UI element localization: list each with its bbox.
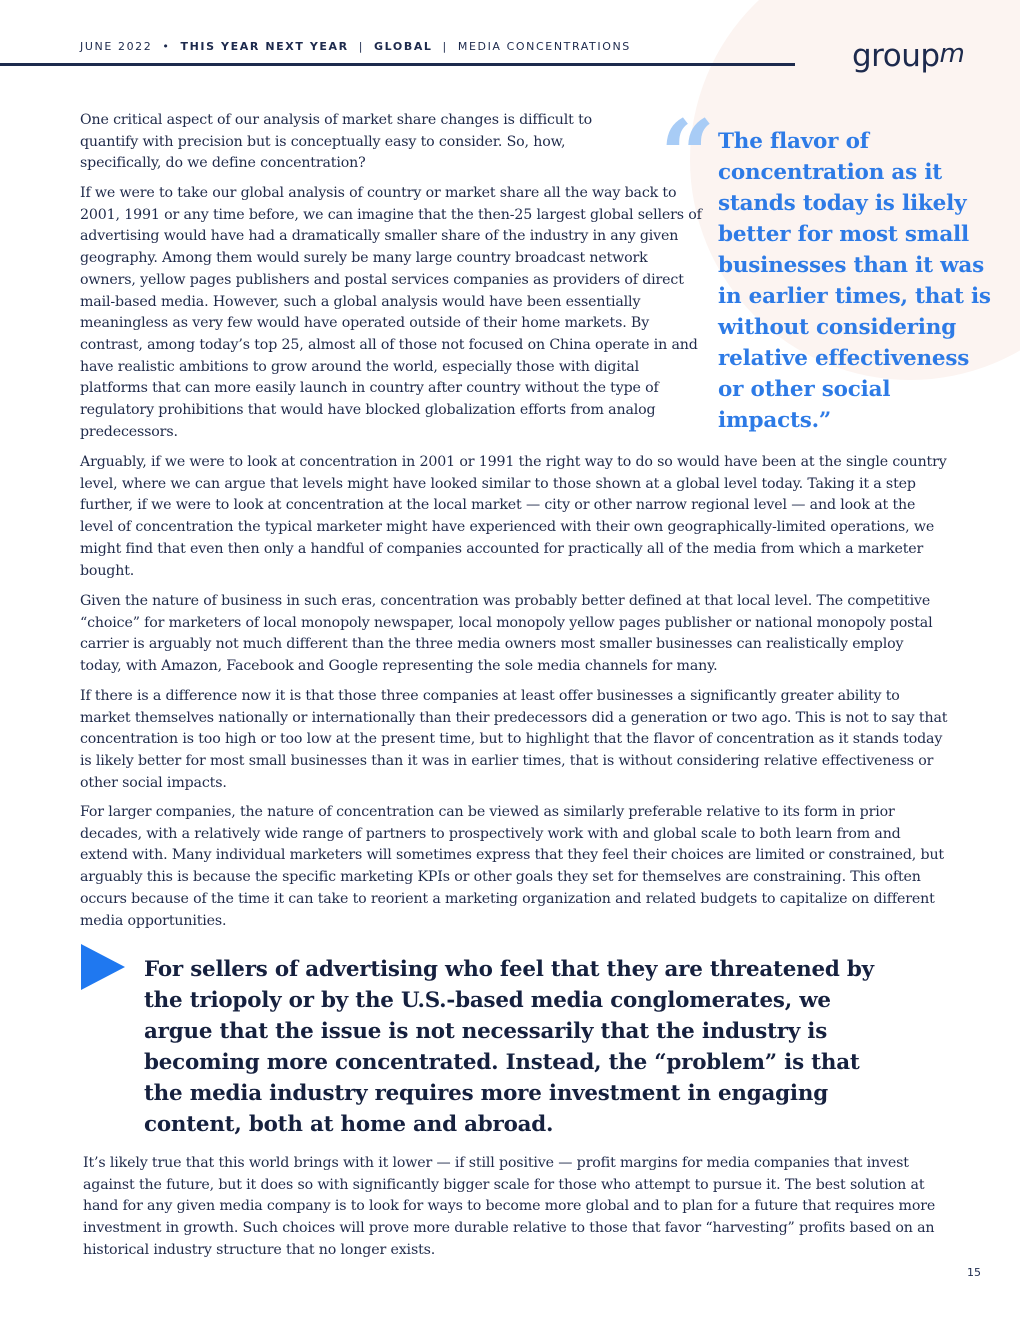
callout-statement: For sellers of advertising who feel that they are threatened by the triopoly or by the U.S.-based media conglomerates, we argue that the issue is not necessarily that the industry is becoming more concentrated. Instead, the “problem” is that the media industry requires more investment in engaging content, both at home and abroad. — [144, 957, 874, 1137]
body-paragraph-4: Given the nature of business in such eras, concentration was probably better defined at that local level. The competitive “choice” for marketers of local monopoly newspaper, local monopoly yellow pages publisher or national monopoly postal carrier is arguably not much different than the three media owners most smaller businesses can realistically employ today, with Amazon, Facebook and Google representing the sole media channels for many. — [80, 593, 933, 675]
running-header — [80, 40, 631, 53]
quote-mark-icon: “ — [660, 99, 716, 212]
body-paragraph-2: If we were to take our global analysis of country or market share all the way back to 2001, 1991 or any time before, we can imagine that the then-25 largest global sellers of advertising would have had a dramatically smaller share of the industry in any given geography. Among them would surely be many large country broadcast network owners, yellow pages publishers and postal services companies as providers of direct mail-based media. However, such a global analysis would have been essentially meaningless as very few would have operated outside of their home markets. By contrast, among today’s top 25, almost all of those not focused on China operate in and have realistic ambitions to grow around the world, especially those with digital platforms that can more easily launch in country after country without the type of regulatory prohibitions that would have blocked globalization efforts from analog predecessors. — [80, 185, 702, 440]
body-paragraph-7: It’s likely true that this world brings with it lower — if still positive — profit margins for media companies that invest against the future, but it does so with significantly bigger scale for those who attempt to pursue it. The best solution at hand for any given media company is to look for ways to become more global and to plan for a future that requires more investment in growth. Such choices will prove more durable relative to those that favor “harvesting” profits based on an historical industry structure that no longer exists. — [83, 1155, 936, 1258]
body-paragraph-6: For larger companies, the nature of concentration can be viewed as similarly preferable relative to its form in prior decades, with a relatively wide range of partners to prospectively work with and global scale to both learn from and extend with. Many individual marketers will sometimes express that they feel their choices are limited or constrained, but arguably this is because the specific marketing KPIs or other goals they set for themselves are constraining. This often occurs because of the time it can take to reorient a marketing organization and related budgets to capitalize on different media opportunities. — [80, 804, 944, 929]
header-date: JUNE 2022 — [80, 40, 153, 53]
body-paragraph-1: One critical aspect of our analysis of market share changes is difficult to quantify with precision but is conceptually easy to consider. So, how, specifically, do we define concentration? — [80, 112, 593, 172]
groupm-logo — [852, 38, 964, 74]
page-number: 15 — [967, 1266, 981, 1279]
logo-text: group — [852, 38, 940, 74]
body-paragraph-3: Arguably, if we were to look at concentration in 2001 or 1991 the right way to do so would have been at the single country level, where we can argue that levels might have looked similar to those shown at a global level today. Taking it a step further, if we were to look at concentration at the local market — city or other narrow regional level — and look at the level of concentration the typical marketer might have experienced with their own geographically-limited operations, we might find that even then only a handful of companies accounted for practically all of the media from which a marketer bought. — [80, 454, 947, 579]
logo-mark: m — [939, 39, 965, 69]
header-section: MEDIA CONCENTRATIONS — [457, 40, 631, 53]
header-divider: | — [358, 40, 365, 53]
body-paragraph-5: If there is a difference now it is that those three companies at least offer businesses a significantly greater ability to market themselves nationally or internationally than their predecessors did a generation or two ago. This is not to say that concentration is too high or too low at the present time, but to highlight that the flavor of concentration as it stands today is likely better for most small businesses than it was in earlier times, that is without considering relative effectiveness or other social impacts. — [80, 688, 948, 791]
play-arrow-icon — [81, 944, 125, 990]
header-bullet: • — [162, 40, 171, 53]
pull-quote: The flavor of concentration as it stands today is likely better for most small businesses than it was in earlier times, that is without considering relative effectiveness or other social impacts.” — [718, 129, 991, 433]
header-rule — [0, 63, 795, 66]
header-region: GLOBAL — [374, 40, 433, 53]
header-divider-2: | — [442, 40, 448, 53]
header-report: THIS YEAR NEXT YEAR — [180, 40, 349, 53]
